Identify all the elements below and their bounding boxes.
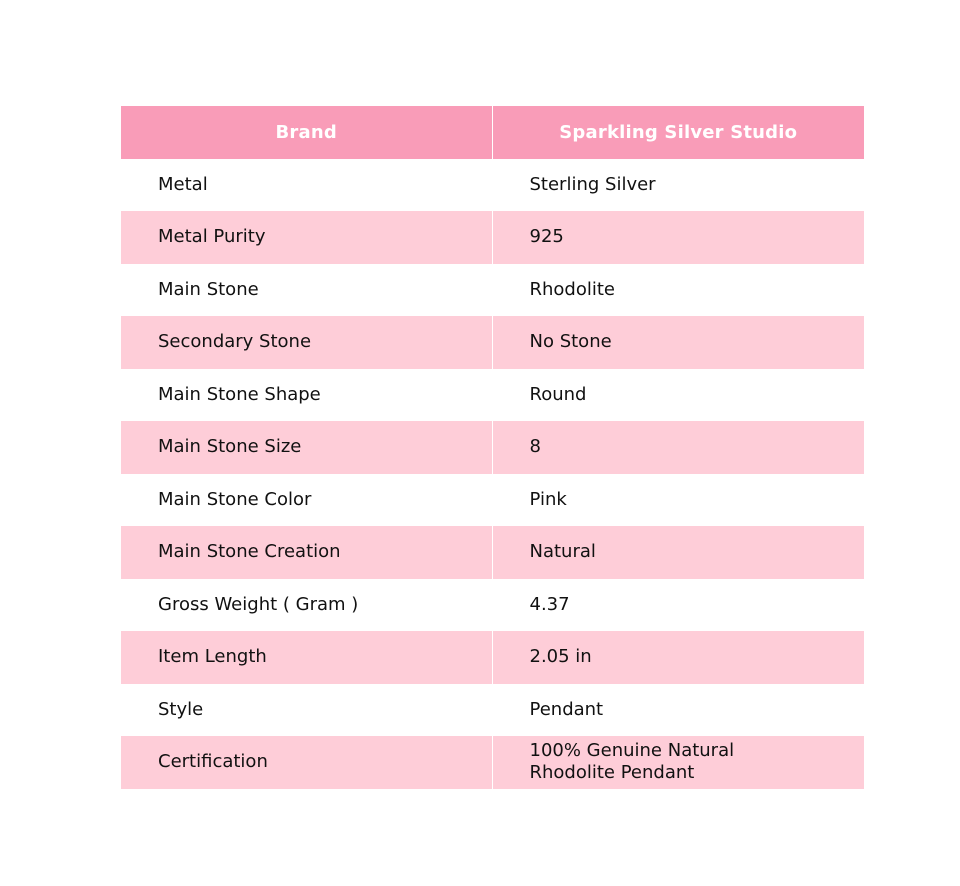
spec-table: [121, 106, 864, 789]
attribute-value-cell: Sterling Silver: [492, 159, 864, 212]
table-row: [121, 631, 864, 684]
attribute-name-cell: Metal: [121, 159, 492, 212]
attribute-value-cell: Rhodolite: [492, 264, 864, 317]
table-row: [121, 369, 864, 422]
attribute-name-cell: Style: [121, 684, 492, 737]
table-row: [121, 421, 864, 474]
table-row: [121, 316, 864, 369]
attribute-value-cell: 100% Genuine Natural Rhodolite Pendant: [492, 736, 864, 789]
attribute-name-cell: Gross Weight ( Gram ): [121, 579, 492, 632]
attribute-name-cell: Main Stone Shape: [121, 369, 492, 422]
table-row: [121, 579, 864, 632]
attribute-value-cell: 4.37: [492, 579, 864, 632]
attribute-name-cell: Main Stone Color: [121, 474, 492, 527]
table-row: [121, 474, 864, 527]
attribute-value-cell: Natural: [492, 526, 864, 579]
attribute-name-cell: Main Stone: [121, 264, 492, 317]
attribute-name-cell: Secondary Stone: [121, 316, 492, 369]
attribute-value-cell: Pendant: [492, 684, 864, 737]
table-row: [121, 684, 864, 737]
attribute-value-cell: 2.05 in: [492, 631, 864, 684]
header-cell-brand: Brand: [121, 106, 492, 159]
header-row: [121, 106, 864, 159]
header-cell-brand-value: Sparkling Silver Studio: [492, 106, 864, 159]
attribute-name-cell: Metal Purity: [121, 211, 492, 264]
attribute-name-cell: Main Stone Size: [121, 421, 492, 474]
attribute-value-cell: Pink: [492, 474, 864, 527]
table-row: [121, 211, 864, 264]
table-row: [121, 526, 864, 579]
table-row: [121, 736, 864, 789]
attribute-value-cell: 925: [492, 211, 864, 264]
table-row: [121, 159, 864, 212]
table-header: [121, 106, 864, 159]
attribute-name-cell: Item Length: [121, 631, 492, 684]
table-body: [121, 159, 864, 789]
attribute-name-cell: Main Stone Creation: [121, 526, 492, 579]
attribute-name-cell: Certification: [121, 736, 492, 789]
attribute-value-cell: Round: [492, 369, 864, 422]
table-row: [121, 264, 864, 317]
attribute-value-cell: No Stone: [492, 316, 864, 369]
attribute-value-cell: 8: [492, 421, 864, 474]
